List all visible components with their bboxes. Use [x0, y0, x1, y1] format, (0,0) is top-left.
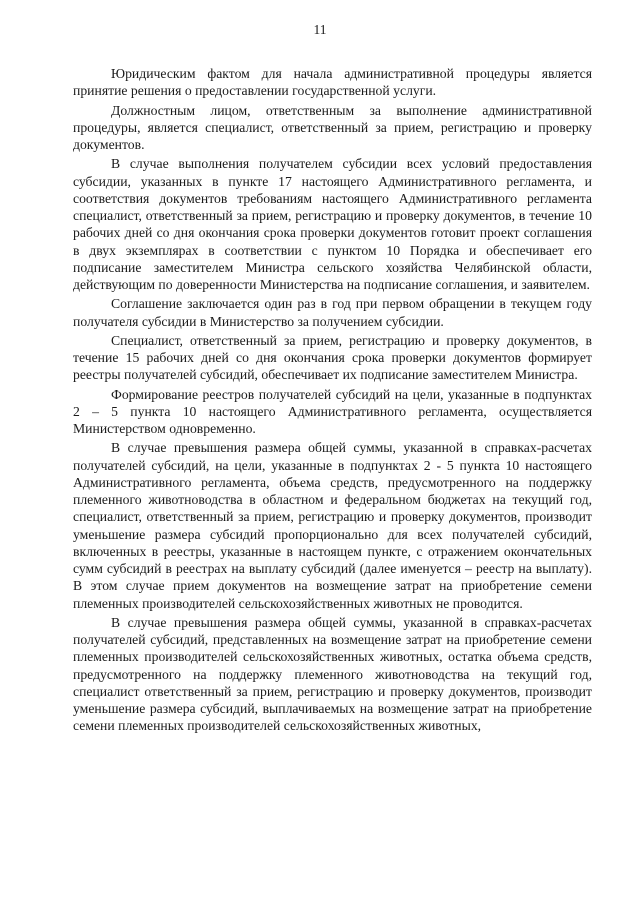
paragraph-legal-fact: Юридическим фактом для начала административной процедуры является принятие решения о предоставлении государственной услуги.	[73, 66, 592, 99]
paragraph-semen-costs-reduction: В случае превышения размера общей суммы, указанной в справках-расчетах получателей субсидий, представленных на возмещение затрат на приобретение семени племенных производителей сельскохозяйственных животных, остатка объема средств, предусмотренного на поддержку племенного животноводства на текущий год, специалист ответственный за прием, регистрацию и проверку документов, производит уменьшение размера субсидий, выплачиваемых на возмещение затрат на приобретение семени племенных производителей сельскохозяйственных животных,	[73, 614, 592, 734]
document-body	[73, 65, 592, 737]
paragraph-agreement-preparation: В случае выполнения получателем субсидии всех условий предоставления субсидии, указанных в пункте 17 настоящего Административного регламента, и соответствия документов требованиям настоящего Административного регламента специалист, ответственный за прием, регистрацию и проверку документов, в течение 10 рабочих дней со дня окончания срока проверки документов готовит проект соглашения в двух экземплярах в соответствии с пунктом 10 Порядка и обеспечивает его подписание заместителем Министра сельского хозяйства Челябинской области, действующим по доверенности Министерства на подписание соглашения, и заявителем.	[73, 156, 592, 292]
paragraph-agreement-once-a-year: Соглашение заключается один раз в год при первом обращении в текущем году получателя субсидии в Министерство за получением субсидии.	[73, 296, 592, 329]
paragraph-responsible-official: Должностным лицом, ответственным за выполнение административной процедуры, является специалист, ответственный за прием, регистрацию и проверку документов.	[73, 102, 592, 152]
paragraph-registry-simultaneous: Формирование реестров получателей субсидий на цели, указанные в подпунктах 2 – 5 пункта 10 настоящего Административного регламента, осуществляется Министерством одновременно.	[73, 386, 592, 436]
page-number: 11	[313, 22, 327, 37]
paragraph-registry-formation: Специалист, ответственный за прием, регистрацию и проверку документов, в течение 15 рабочих дней со дня окончания срока проверки документов формирует реестры получателей субсидий, обеспечивает их подписание заместителем Министра.	[73, 332, 592, 383]
paragraph-proportional-reduction: В случае превышения размера общей суммы, указанной в справках-расчетах получателей субсидий, на цели, указанные в подпунктах 2 - 5 пункта 10 настоящего Административного регламента, объема средств, предусмотренного на поддержку племенного животноводства в областном и федеральном бюджетах на текущий год, специалист, ответственный за прием, регистрацию и проверку документов, производит уменьшение размера субсидий пропорционально для всех получателей субсидий, включенных в реестры, указанные в настоящем пункте, с отражением окончательных сумм субсидий в реестрах на выплату субсидий (далее именуется – реестр на выплату). В этом случае прием документов на возмещение затрат на приобретение семени племенных производителей сельскохозяйственных животных не проводится.	[73, 440, 592, 611]
